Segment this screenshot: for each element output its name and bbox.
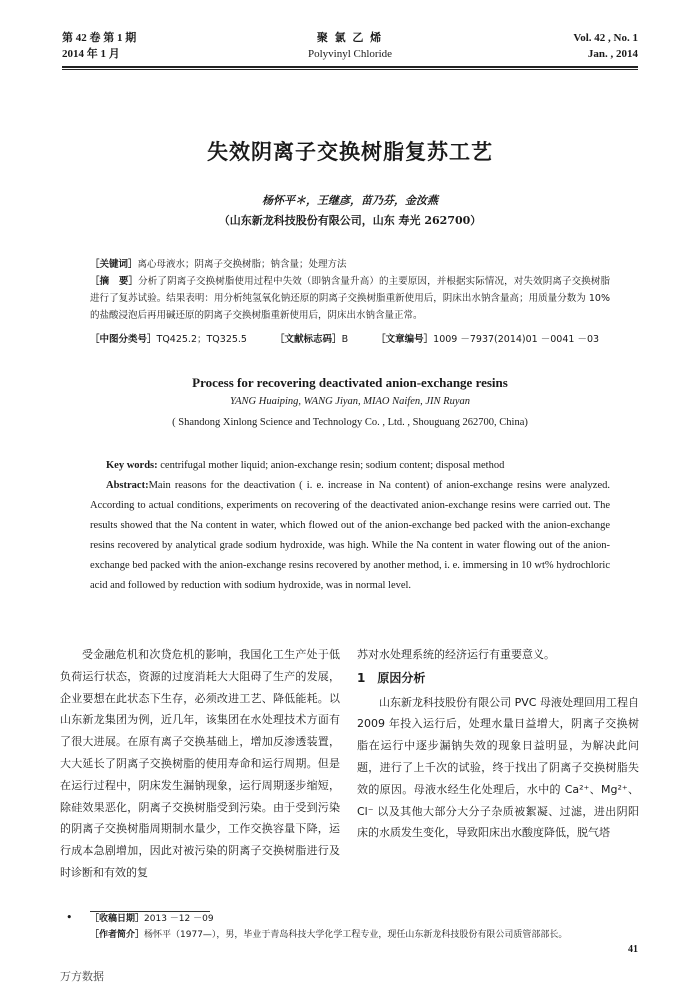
abstract-cn: ［摘 要］分析了阴离子交换树脂使用过程中失效（即钠含量升高）的主要原因，并根据实际情况，对失效阴离子交换树脂进行了复苏试验。结果表明：用分析纯氢氧化钠还原的阴离子交换树脂重新使用后，阴床出水钠含量高；用质量分数为 10% 的盐酸浸泡后再用碱还原的阴离子交换树脂重新使用后，阴床出水钠含量正常。 xyxy=(90,276,610,321)
abstract-en: Abstract:Main reasons for the deactivation ( i. e. increase in Na content) of anion-exchange resins were analyzed. According to actual conditions, experiments on recovering of the deactivated anion-exchange resins were carried out. The results showed that the Na content in water, which flowed out of the anion-exchange bed packed with the anion-exchange resins recovered by analytical grade sodium hydroxide, was high. While the Na content in water flowing out of the anion-exchange bed packed with the anion-exchange resins recovered by another method, i. e. immersing in 10 wt% hydrochloric acid and followed by reduction with sodium hydroxide, was in normal level. xyxy=(90,480,610,591)
journal-volume-en: Vol. 42 , No. 1 Jan. , 2014 xyxy=(573,32,638,60)
keywords-cn: ［关键词］离心母液水；阴离子交换树脂；钠含量；处理方法 xyxy=(90,259,347,270)
header-rule xyxy=(62,66,638,68)
title-cn: 失效阴离子交换树脂复苏工艺 xyxy=(207,140,493,164)
section-heading: 1 原因分析 xyxy=(357,670,426,685)
body-right-column: 苏对水处理系统的经济运行有重要意义。 1 原因分析 山东新龙科技股份有限公司 PVC 母液处理回用工程自 2009 年投入运行后，处理水量日益增大，阴离子交换树脂在运行中逐步漏钠失效的现象日益明显，为解决此问题，进行了上千次的试验，终于找出了阴离子交换树脂失效的原因。母液水经生化处理后，水中的 Ca²⁺、Mg²⁺、Cl⁻ 以及其他大部分大分子杂质被絮凝、过滤，进出阴阳床的水质发生变化，导致阳床出水酸度降低，脱气塔 xyxy=(357,648,639,840)
classification-line: ［中图分类号］TQ425.2；TQ325.5 ［文献标志码］B ［文章编号］1009 －7937(2014)01 －0041 －03 xyxy=(90,334,600,345)
bullet-mark: • xyxy=(66,911,73,924)
affiliation-cn: （山东新龙科技股份有限公司，山东 寿光 262700） xyxy=(218,214,482,227)
watermark: 万方数据 xyxy=(60,970,104,983)
body-left-column: 受金融危机和次贷危机的影响，我国化工生产处于低负荷运行状态，资源的过度消耗大大阻碍了生产的发展，企业要想在此状态下生存，必须改进工艺、降低能耗。以山东新龙集团为例，近几年，该集团在水处理技术方面有了很大进展。在原有离子交换基础上，增加反渗透装置，大大延长了阴离子交换树脂的使用寿命和运行周期。但是在运行过程中，阴床发生漏钠现象，运行周期逐步缩短，除硅效果恶化，阴离子交换树脂受到污染。由于受到污染的阴离子交换树脂周期制水量少，工作交换容量下降，运行成本急剧增加，因此对被污染的阴离子交换树脂进行及时诊断和有效的复 xyxy=(60,648,340,879)
title-en: Process for recovering deactivated anion-exchange resins xyxy=(192,375,508,390)
authors-cn: 杨怀平＊，王继彦，苗乃芬，金汝燕 xyxy=(262,194,438,207)
authors-en: YANG Huaiping, WANG Jiyan, MIAO Naifen, JIN Ruyan xyxy=(230,396,470,407)
keywords-en: Key words: centrifugal mother liquid; anion-exchange resin; sodium content; disposal method xyxy=(106,460,505,471)
footnote: ［收稿日期］2013 －12 －09 ［作者简介］杨怀平（1977—），男，毕业于青岛科技大学化学工程专业，现任山东新龙科技股份有限公司质管部部长。 xyxy=(90,914,568,940)
affiliation-en: ( Shandong Xinlong Science and Technology Co. , Ltd. , Shouguang 262700, China) xyxy=(172,417,528,428)
header-rule-thin xyxy=(62,69,638,70)
journal-volume-issue: 第 42 卷 第 1 期 2014 年 1 月 xyxy=(62,32,137,60)
page-number: 41 xyxy=(628,944,638,955)
journal-name: 聚 氯 乙 烯 Polyvinyl Chloride xyxy=(307,32,393,60)
